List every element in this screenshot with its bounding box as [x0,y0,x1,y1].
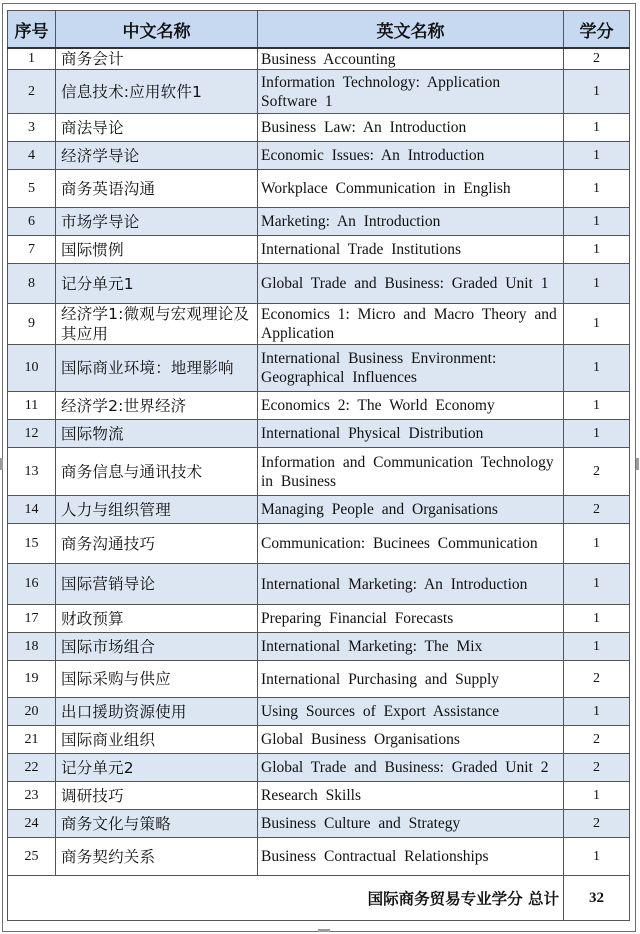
table-row [8,524,630,564]
row-credit: 1 [564,70,630,114]
total-label: 国际商务贸易专业学分 总计 [8,876,564,921]
table-header-row [8,11,630,49]
row-english-name: International Physical Distribution [258,420,564,448]
row-chinese-name: 国际惯例 [56,236,258,264]
table-row [8,838,630,876]
row-credit: 1 [564,838,630,876]
row-chinese-name: 记分单元2 [56,754,258,782]
header-index: 序号 [8,11,56,49]
row-english-name: Economics 2: The World Economy [258,392,564,420]
row-index: 22 [8,754,56,782]
row-credit: 2 [564,48,630,70]
row-credit: 1 [564,698,630,726]
row-chinese-name: 商务文化与策略 [56,810,258,838]
row-index: 2 [8,70,56,114]
table-row [8,633,630,661]
row-english-name: Marketing: An Introduction [258,208,564,236]
row-chinese-name: 经济学导论 [56,142,258,170]
resize-handle-right[interactable] [636,458,639,470]
table-row [8,170,630,208]
row-english-name: Business Law: An Introduction [258,114,564,142]
row-credit: 1 [564,236,630,264]
row-chinese-name: 国际商业环境：地理影响 [56,345,258,392]
header-chinese-name: 中文名称 [56,11,258,49]
row-chinese-name: 市场学导论 [56,208,258,236]
row-english-name: International Business Environment: Geographical Influences [258,345,564,392]
row-credit: 2 [564,661,630,698]
row-index: 25 [8,838,56,876]
row-english-name: International Trade Institutions [258,236,564,264]
row-credit: 2 [564,448,630,496]
row-index: 7 [8,236,56,264]
table-row [8,496,630,524]
row-index: 15 [8,524,56,564]
row-index: 21 [8,726,56,754]
row-chinese-name: 调研技巧 [56,782,258,810]
row-credit: 2 [564,754,630,782]
row-index: 17 [8,605,56,633]
row-credit: 1 [564,392,630,420]
row-index: 18 [8,633,56,661]
row-index: 20 [8,698,56,726]
row-english-name: International Marketing: An Introduction [258,564,564,605]
row-chinese-name: 国际采购与供应 [56,661,258,698]
row-index: 16 [8,564,56,605]
row-english-name: Information Technology: Application Software 1 [258,70,564,114]
row-credit: 1 [564,564,630,605]
row-credit: 1 [564,114,630,142]
row-english-name: Communication: Bucinees Communication [258,524,564,564]
row-credit: 1 [564,304,630,345]
row-english-name: Workplace Communication in English [258,170,564,208]
row-english-name: Business Culture and Strategy [258,810,564,838]
table-row [8,782,630,810]
table-row [8,236,630,264]
row-english-name: Global Business Organisations [258,726,564,754]
total-credits: 32 [564,876,630,921]
row-credit: 1 [564,524,630,564]
row-chinese-name: 商务英语沟通 [56,170,258,208]
row-credit: 2 [564,726,630,754]
row-chinese-name: 经济学1:微观与宏观理论及其应用 [56,304,258,345]
table-row [8,810,630,838]
row-chinese-name: 人力与组织管理 [56,496,258,524]
table-row [8,754,630,782]
header-english-name: 英文名称 [258,11,564,49]
row-english-name: Managing People and Organisations [258,496,564,524]
header-credits: 学分 [564,11,630,49]
table-row [8,726,630,754]
row-index: 14 [8,496,56,524]
row-english-name: Global Trade and Business: Graded Unit 2 [258,754,564,782]
course-credit-table [7,10,630,921]
row-credit: 1 [564,605,630,633]
row-index: 8 [8,264,56,304]
row-english-name: Research Skills [258,782,564,810]
row-english-name: Business Contractual Relationships [258,838,564,876]
row-index: 11 [8,392,56,420]
table-row [8,70,630,114]
table-row [8,264,630,304]
row-english-name: Economic Issues: An Introduction [258,142,564,170]
table-row [8,661,630,698]
row-chinese-name: 国际商业组织 [56,726,258,754]
row-credit: 1 [564,142,630,170]
row-index: 12 [8,420,56,448]
row-chinese-name: 商法导论 [56,114,258,142]
row-english-name: Information and Communication Technology in Business [258,448,564,496]
row-index: 13 [8,448,56,496]
row-credit: 2 [564,496,630,524]
row-index: 23 [8,782,56,810]
table-row [8,564,630,605]
row-index: 6 [8,208,56,236]
table-row [8,304,630,345]
table-row [8,345,630,392]
row-index: 4 [8,142,56,170]
row-chinese-name: 经济学2:世界经济 [56,392,258,420]
table-body [8,48,630,876]
row-english-name: Global Trade and Business: Graded Unit 1 [258,264,564,304]
row-chinese-name: 国际市场组合 [56,633,258,661]
row-chinese-name: 信息技术:应用软件1 [56,70,258,114]
row-chinese-name: 国际物流 [56,420,258,448]
resize-handle-left[interactable] [0,458,3,470]
row-index: 3 [8,114,56,142]
row-chinese-name: 商务契约关系 [56,838,258,876]
resize-handle-bottom[interactable] [318,929,330,932]
table-row [8,605,630,633]
row-chinese-name: 商务沟通技巧 [56,524,258,564]
row-chinese-name: 财政预算 [56,605,258,633]
row-english-name: Business Accounting [258,48,564,70]
row-credit: 1 [564,782,630,810]
row-index: 5 [8,170,56,208]
row-chinese-name: 商务信息与通讯技术 [56,448,258,496]
row-english-name: International Purchasing and Supply [258,661,564,698]
row-english-name: International Marketing: The Mix [258,633,564,661]
row-credit: 1 [564,264,630,304]
table-row [8,142,630,170]
row-credit: 1 [564,170,630,208]
row-chinese-name: 记分单元1 [56,264,258,304]
row-chinese-name: 国际营销导论 [56,564,258,605]
row-index: 24 [8,810,56,838]
table-row [8,448,630,496]
row-chinese-name: 出口援助资源使用 [56,698,258,726]
table-row [8,392,630,420]
table-row [8,114,630,142]
row-credit: 1 [564,345,630,392]
total-row [8,876,630,921]
row-english-name: Using Sources of Export Assistance [258,698,564,726]
row-index: 1 [8,48,56,70]
row-credit: 2 [564,810,630,838]
row-credit: 1 [564,208,630,236]
row-index: 19 [8,661,56,698]
table-row [8,420,630,448]
table-row [8,48,630,70]
row-english-name: Economics 1: Micro and Macro Theory and Application [258,304,564,345]
row-credit: 1 [564,633,630,661]
row-index: 9 [8,304,56,345]
row-chinese-name: 商务会计 [56,48,258,70]
table-row [8,698,630,726]
row-credit: 1 [564,420,630,448]
row-index: 10 [8,345,56,392]
row-english-name: Preparing Financial Forecasts [258,605,564,633]
table-row [8,208,630,236]
